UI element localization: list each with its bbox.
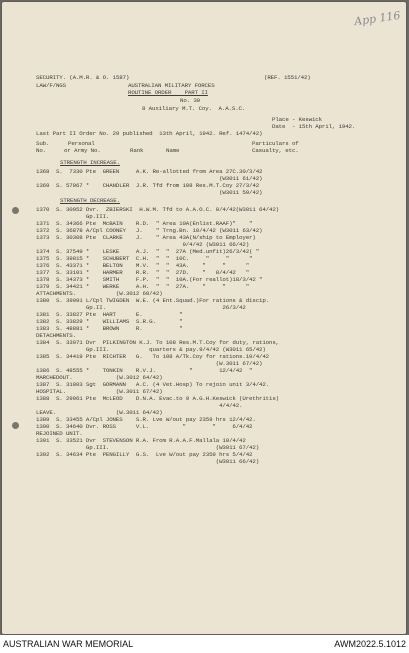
handwritten-annotation: App 116 bbox=[353, 8, 402, 29]
punch-hole bbox=[12, 207, 19, 214]
col-header-personal: Personal bbox=[68, 140, 95, 147]
order-line: 1386 S. 48555 * TONKIN R.V.J. " 12/4/42 " bbox=[36, 367, 253, 374]
security-line: SECURITY. (A.M.R. & O. 1587) bbox=[36, 74, 130, 81]
document-sheet bbox=[2, 2, 406, 634]
order-line: 1371 S. 34366 Pte McBAIN R.D. " Area 10A(Enlist.RAAF)" " bbox=[36, 220, 253, 227]
order-line: 1385 S. 34419 Pte RICHTER G. To 108 A/Tk.Coy for rations.10/4/42 bbox=[36, 353, 270, 360]
order-line: 1390 S. 34640 Dvr. ROSS V.L. " " 6/4/42 bbox=[36, 423, 253, 430]
order-line: (W3011 61/42) bbox=[36, 175, 263, 182]
order-line: 1375 S. 39815 * SCHUBERT C.H. " " 10C. " " " bbox=[36, 255, 253, 262]
order-line: 1377 S. 33101 * HARMER R.R. " " 27D. " 8/4/42 " bbox=[36, 269, 250, 276]
order-line: 1383 S. 48881 * BROWN R. " bbox=[36, 325, 183, 332]
archive-reference: AWM2022.5.1012 bbox=[334, 639, 406, 649]
order-line: ATTACHMENTS. (W.3012 60/42) bbox=[36, 290, 163, 297]
order-number: No. 30 bbox=[180, 97, 200, 104]
order-line: 1391 S. 33521 Dvr STEVENSON R.A. From R.A.A.F.Mallala 10/4/42 bbox=[36, 437, 246, 444]
order-line: Gp.III. (W3011 67/42) bbox=[36, 444, 260, 451]
order-line: (W3011 66/42) bbox=[36, 458, 260, 465]
col-header-rank: Rank bbox=[130, 147, 144, 154]
order-line: Gp.III. bbox=[36, 213, 110, 220]
col-header-sub: Sub. bbox=[36, 140, 50, 147]
section-heading: STRENGTH INCREASE. bbox=[60, 159, 120, 166]
order-line: 1373 S. 30308 Pte CLARKE J. " Area 43A(N/ship to Employer) bbox=[36, 234, 256, 241]
order-line: 1372 S. 36878 A/Cpl COONEY J. " Trng.Bn. 10/4/42 (W3011 63/42) bbox=[36, 227, 263, 234]
col-header-no: No. bbox=[36, 147, 46, 154]
date-line: Date - 15th April, 1942. bbox=[272, 123, 356, 130]
order-line: 1370 S. 30052 Dvr. ZBIERSKI H.W.M. Tfd to A.A.O.C. 8/4/42(W3011 64/42) bbox=[36, 206, 279, 213]
punch-hole bbox=[12, 422, 19, 429]
col-header-armyno: or Army No. bbox=[64, 147, 101, 154]
order-line: 1378 S. 34373 * SMITH F.P. " " 10A.(For reallot)18/3/42 " bbox=[36, 276, 263, 283]
order-line: DETACHMENTS. bbox=[36, 332, 76, 339]
order-line: 1382 S. 33829 * WILLIAMS S.R.G. " bbox=[36, 318, 183, 325]
order-line: 1388 S. 29961 Pte McLEOD D.N.A. Evac.to 9 A.G.H.Keswick (Urethritis) bbox=[36, 395, 279, 402]
order-line: 1389 S. 33455 A/Cpl JONES S.R. Lve W/out pay 2359 hrs 12/4/42. bbox=[36, 416, 256, 423]
order-line: 1369 S. 57067 * CHANDLER J.R. Tfd from 108 Res.M.T.Coy 27/3/42 bbox=[36, 182, 260, 189]
document-heading-2: ROUTINE ORDER PART II bbox=[128, 89, 208, 96]
order-line: 1387 S. 31803 Sgt GORMANN A.C. (4 Vet.Hosp) To rejoin unit 3/4/42. bbox=[36, 381, 270, 388]
order-line: 1368 S. 7330 Pte GREEN A.K. Re-allotted from Area 27C.30/3/42 bbox=[36, 168, 263, 175]
col-header-name: Name bbox=[166, 147, 180, 154]
place-line: Place - Keswick bbox=[272, 116, 322, 123]
reference-number: (REF. 1551/42) bbox=[264, 74, 311, 81]
order-line: 1380 S. 39091 L/Cpl TWIGDEN W.E. (4 Ent.Squad.)For rations & discip. bbox=[36, 297, 270, 304]
col-header-particulars: Particulars of bbox=[252, 140, 299, 147]
order-line: 1376 S. 43371 * BELTON M.V. " " 43A. " " " bbox=[36, 262, 250, 269]
order-line: 4/4/42. bbox=[36, 402, 243, 409]
footer-bar bbox=[0, 635, 409, 653]
order-line: LEAVE. (W.3011 64/42) bbox=[36, 409, 163, 416]
order-line: 1379 S. 34421 * WERKE A.H. " " 27A. " " " bbox=[36, 283, 250, 290]
order-line: 1381 S. 33827 Pte HART E. " bbox=[36, 311, 183, 318]
last-order-line: Last Part II Order No. 29 published 13th April, 1942. Ref. 1474/42) bbox=[36, 130, 263, 137]
order-line: 1374 S. 37549 * LESKE A.J. " " 27A (Med.unfit)26/3/42( " bbox=[36, 248, 260, 255]
document-heading-1: AUSTRALIAN MILITARY FORCES bbox=[128, 82, 215, 89]
order-line: (W3011 59/42) bbox=[36, 189, 263, 196]
order-line: Gp.III. quarters & pay.9/4/42 (W3011 65/42) bbox=[36, 346, 266, 353]
order-line: REJOINED UNIT. bbox=[36, 430, 83, 437]
col-header-casualty: Casualty, etc. bbox=[252, 147, 299, 154]
order-line: 1392 S. 34634 Pte PENGILLY G.S. Lve W/out pay 2359 hrs 5/4/42 bbox=[36, 451, 253, 458]
order-line: Gp.II. 26/3/42 bbox=[36, 304, 246, 311]
archive-credit: AUSTRALIAN WAR MEMORIAL bbox=[3, 639, 134, 649]
order-line: 1384 S. 33071 Dvr PILKINGTON K.J. To 108 Res.M.T.Coy for duty, rations, bbox=[36, 339, 279, 346]
file-code: LAW/F/NGS bbox=[36, 82, 66, 89]
order-line: HOSPITAL. (W.3011 67/42) bbox=[36, 388, 163, 395]
section-heading: STRENGTH DECREASE. bbox=[60, 197, 120, 204]
order-line: MARCHEDOUT. (W.3012 64/42) bbox=[36, 374, 163, 381]
order-line: 9/4/42 (W3011 66/42) bbox=[36, 241, 250, 248]
unit-name: 8 Auxiliary M.T. Coy. A.A.S.C. bbox=[142, 105, 246, 112]
order-line: (W.3011 67/42) bbox=[36, 360, 263, 367]
